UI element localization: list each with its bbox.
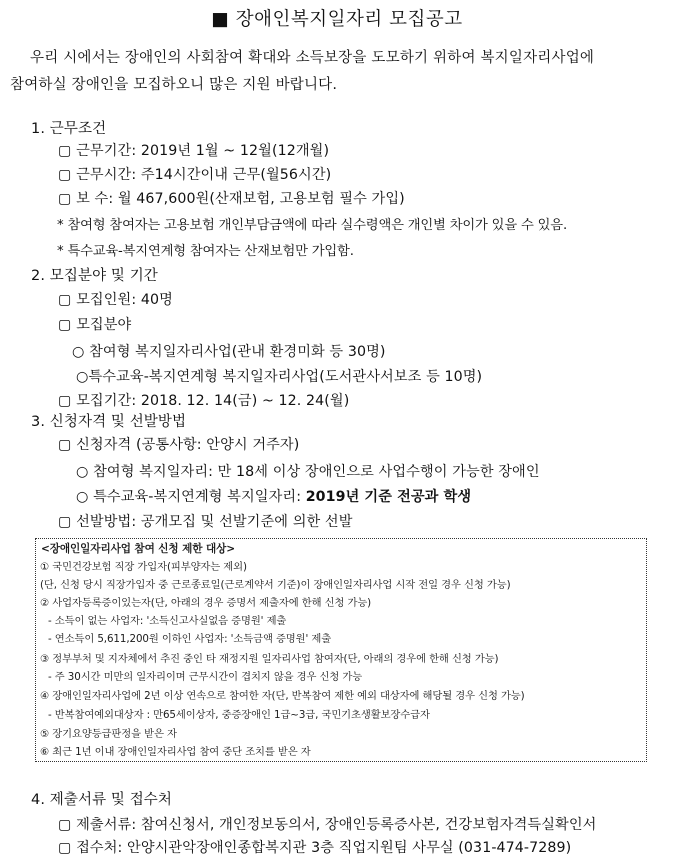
restriction-line: - 주 30시간 미만의 일자리이며 근무시간이 겹치지 않을 경우 신청 가능	[48, 671, 363, 683]
page-title: ■ 장애인복지일자리 모집공고	[211, 9, 463, 30]
section-4-heading: 4. 제출서류 및 접수처	[31, 792, 173, 808]
restriction-line: ④ 장애인일자리사업에 2년 이상 연속으로 참여한 자(단, 반복참여 제한 예외 대상자에 해당될 경우 신청 가능)	[40, 690, 525, 702]
restriction-line: (단, 신청 당시 직장가입자 중 근로종료일(근로계약서 기준)이 장애인일자리사업 시작 전일 경우 신청 가능)	[40, 579, 511, 591]
note-2: * 특수교육-복지연계형 참여자는 산재보험만 가입함.	[57, 244, 354, 259]
eligibility-2	[76, 486, 471, 506]
work-period: ▢ 근무기간: 2019년 1월 ~ 12월(12개월)	[58, 143, 330, 159]
reception-office: ▢ 접수처: 안양시관악장애인종합복지관 3층 직업지원팀 사무실 (031-474-7289)	[58, 840, 572, 856]
recruit-field-1: ○ 참여형 복지일자리사업(관내 환경미화 등 30명)	[72, 344, 386, 360]
recruit-field-label: ▢ 모집분야	[58, 317, 132, 333]
restriction-line: ② 사업자등록증이있는자(단, 아래의 경우 증명서 제출자에 한해 신청 가능)	[40, 597, 372, 609]
recruit-count: ▢ 모집인원: 40명	[58, 292, 173, 308]
wage: ▢ 보 수: 월 467,600원(산재보험, 고용보험 필수 가입)	[58, 191, 405, 207]
intro-line-1: 우리 시에서는 장애인의 사회참여 확대와 소득보장을 도모하기 위하여 복지일자리사업에	[30, 50, 595, 66]
restriction-line: ① 국민건강보험 직장 가입자(피부양자는 제외)	[40, 561, 247, 573]
required-documents: ▢ 제출서류: 참여신청서, 개인정보동의서, 장애인등록증사본, 건강보험자격득실확인서	[58, 817, 597, 833]
eligibility-label: ▢ 신청자격 (공통사항: 안양시 거주자)	[58, 437, 300, 453]
restriction-line: - 연소득이 5,611,200원 이하인 사업자: '소득금액 증명원' 제출	[48, 633, 332, 645]
restriction-line: ③ 정부부처 및 지자체에서 추진 중인 타 재정지원 일자리사업 참여자(단, 아래의 경우에 한해 신청 가능)	[40, 653, 499, 665]
eligibility-2-emphasis: 2019년 기준 전공과 학생	[305, 489, 472, 505]
restriction-box	[35, 538, 647, 762]
recruit-field-2: ○특수교육-복지연계형 복지일자리사업(도서관사서보조 등 10명)	[76, 369, 483, 385]
restriction-line: - 소득이 없는 사업자: '소득신고사실없음 증명원' 제출	[48, 615, 287, 627]
restriction-line: ⑤ 장기요양등급판정을 받은 자	[40, 728, 177, 740]
eligibility-1: ○ 참여형 복지일자리: 만 18세 이상 장애인으로 사업수행이 가능한 장애인	[76, 464, 540, 480]
eligibility-2-prefix: ○ 특수교육-복지연계형 복지일자리:	[76, 489, 306, 505]
restriction-line: ⑥ 최근 1년 이내 장애인일자리사업 참여 중단 조치를 받은 자	[40, 746, 311, 758]
restriction-line: - 반복참여예외대상자 : 만65세이상자, 중증장애인 1급~3급, 국민기초생활보장수급자	[48, 709, 430, 721]
section-2-heading: 2. 모집분야 및 기간	[31, 268, 158, 284]
selection-method: ▢ 선발방법: 공개모집 및 선발기준에 의한 선발	[58, 514, 353, 530]
note-1: * 참여형 참여자는 고용보험 개인부담금액에 따라 실수령액은 개인별 차이가 있을 수 있음.	[57, 218, 567, 233]
section-3-heading: 3. 신청자격 및 선발방법	[31, 414, 187, 430]
work-hours: ▢ 근무시간: 주14시간이내 근무(월56시간)	[58, 167, 332, 183]
intro-line-2: 참여하실 장애인을 모집하오니 많은 지원 바랍니다.	[10, 77, 338, 93]
recruit-period: ▢ 모집기간: 2018. 12. 14(금) ~ 12. 24(월)	[58, 393, 350, 409]
restriction-title: <장애인일자리사업 참여 신청 제한 대상>	[41, 543, 236, 555]
section-1-heading: 1. 근무조건	[31, 121, 107, 137]
